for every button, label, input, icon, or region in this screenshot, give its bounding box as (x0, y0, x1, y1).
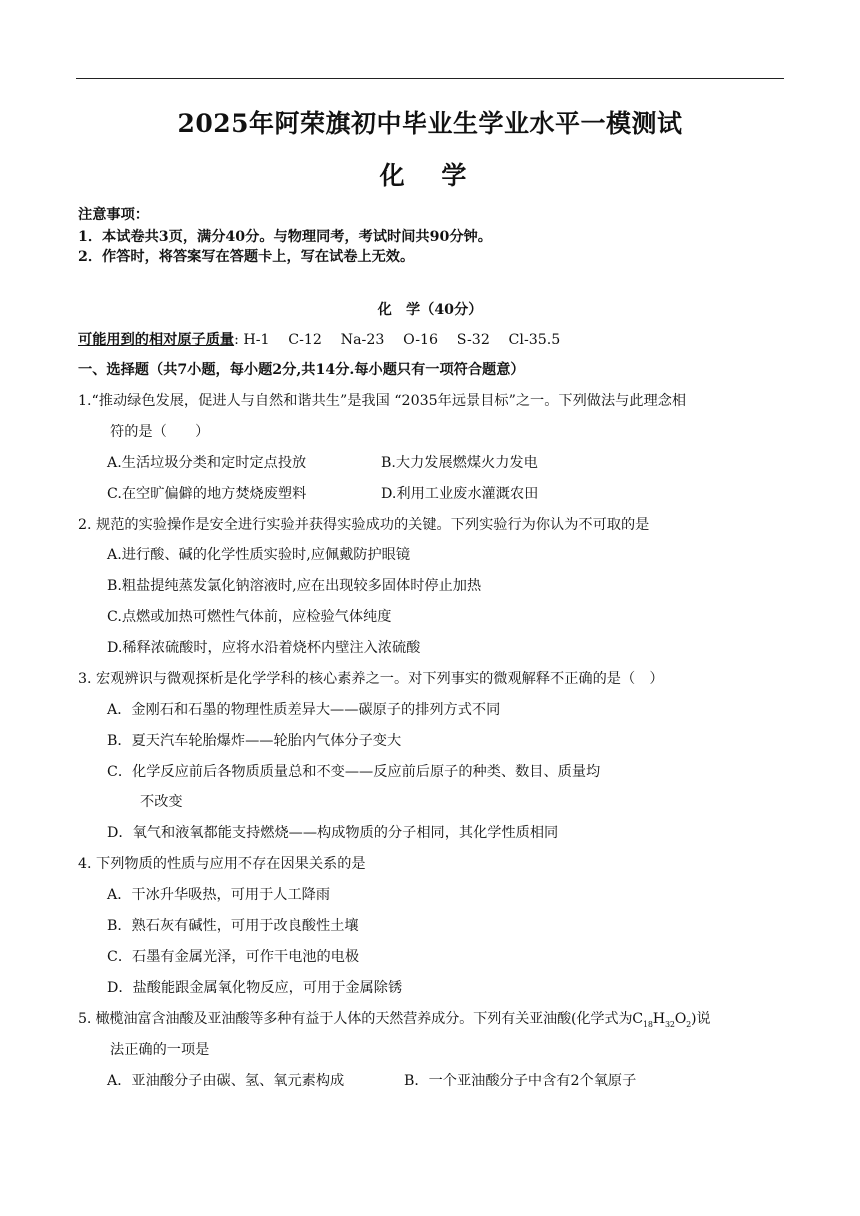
question-stem (78, 1009, 710, 1035)
stem-text: O (674, 1011, 687, 1027)
option-d: D．氧气和液氧都能支持燃烧——构成物质的分子相同，其化学性质相同 (107, 825, 559, 841)
notice-item: 2．作答时，将答案写在答题卡上，写在试卷上无效。 (78, 249, 415, 265)
option-a: A．干冰升华吸热，可用于人工降雨 (107, 887, 331, 903)
option-c: C．化学反应前后各物质质量总和不变——反应前后原子的种类、数目、质量均 (107, 764, 601, 780)
notice-heading: 注意事项： (78, 207, 149, 223)
question-stem: 3. 宏观辨识与微观探析是化学学科的核心素养之一。对下列事实的微观解释不正确的是（ ） (78, 671, 664, 687)
stem-text: 5. 橄榄油富含油酸及亚油酸等多种有益于人体的天然营养成分。下列有关亚油酸(化学式为C (78, 1011, 643, 1027)
stem-text: H (652, 1011, 665, 1027)
question-stem: 1.“推动绿色发展，促进人与自然和谐共生”是我国 “2035年远景目标”之一。下列做法与此理念相 (78, 393, 687, 409)
question-stem: 符的是（ ） (110, 424, 210, 440)
option-c: C.点燃或加热可燃性气体前，应检验气体纯度 (107, 609, 392, 625)
header-rule (76, 78, 784, 79)
option-a: A.生活垃圾分类和定时定点投放 (107, 455, 307, 471)
option-b: B．一个亚油酸分子中含有2个氧原子 (404, 1073, 637, 1089)
option-b: B.粗盐提纯蒸发氯化钠溶液时,应在出现较多固体时停止加热 (107, 578, 482, 594)
option-b: B．夏天汽车轮胎爆炸——轮胎内气体分子变大 (107, 733, 402, 749)
option-c: C.在空旷偏僻的地方焚烧废塑料 (107, 486, 307, 502)
section-title: 化 学（40分） (377, 302, 483, 318)
subscript: 2 (686, 1019, 692, 1029)
atomic-mass-line (78, 330, 560, 350)
option-a: A．亚油酸分子由碳、氢、氧元素构成 (107, 1073, 345, 1089)
question-stem: 法正确的一项是 (110, 1042, 210, 1058)
option-b: B．熟石灰有碱性，可用于改良酸性土壤 (107, 918, 359, 934)
option-a: A．金刚石和石墨的物理性质差异大——碳原子的排列方式不同 (107, 702, 501, 718)
subscript: 18 (642, 1019, 653, 1029)
stem-text: )说 (691, 1011, 711, 1027)
option-d: D.利用工业废水灌溉农田 (381, 486, 539, 502)
atomic-mass-values: : H-1 C-12 Na-23 O-16 S-32 Cl-35.5 (234, 332, 561, 348)
exam-title: 2025年阿荣旗初中毕业生学业水平一模测试 (177, 109, 683, 138)
subscript: 32 (664, 1019, 675, 1029)
option-d: D.稀释浓硫酸时，应将水沿着烧杯内壁注入浓硫酸 (107, 640, 421, 656)
option-d: D．盐酸能跟金属氧化物反应，可用于金属除锈 (107, 980, 403, 996)
option-b: B.大力发展燃煤火力发电 (381, 455, 538, 471)
option-a: A.进行酸、碱的化学性质实验时,应佩戴防护眼镜 (107, 547, 411, 563)
notice-item: 1．本试卷共3页，满分40分。与物理同考，考试时间共90分钟。 (78, 229, 492, 245)
question-stem: 2. 规范的实验操作是安全进行实验并获得实验成功的关键。下列实验行为你认为不可取的是 (78, 517, 650, 533)
atomic-mass-label: 可能用到的相对原子质量 (78, 332, 235, 348)
subject-title: 化 学 (379, 161, 481, 190)
part-one-title: 一、选择题（共7小题，每小题2分,共14分.每小题只有一项符合题意） (78, 362, 525, 378)
option-c-continued: 不改变 (140, 794, 183, 810)
question-stem: 4. 下列物质的性质与应用不存在因果关系的是 (78, 856, 366, 872)
option-c: C．石墨有金属光泽，可作干电池的电极 (107, 949, 360, 965)
